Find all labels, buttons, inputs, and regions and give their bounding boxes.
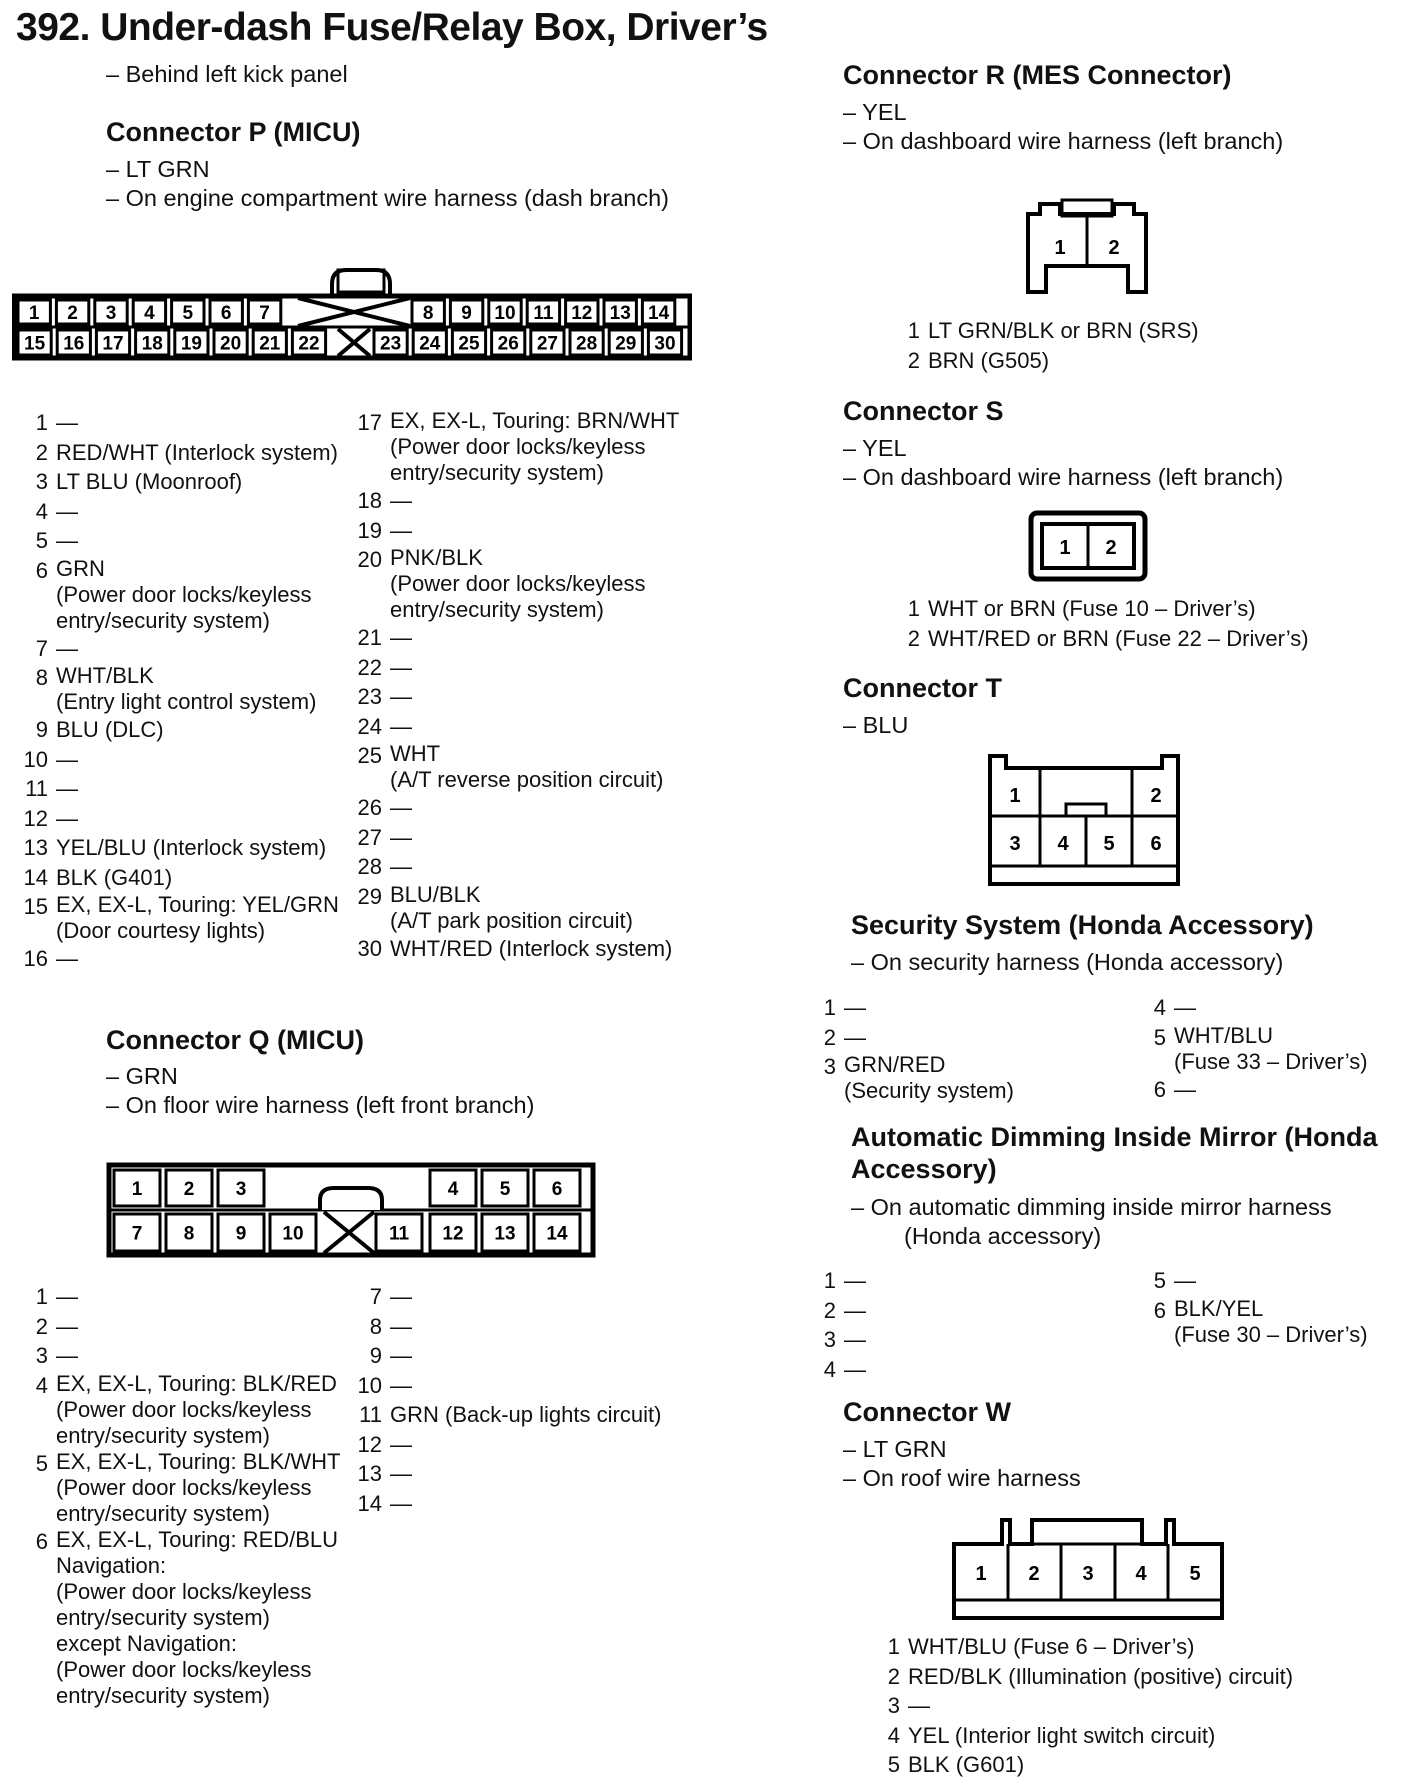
pin-value: — [390,1461,412,1486]
connector-p-cell-28: 28 [576,333,598,355]
pin-value: RED/WHT (Interlock system) [56,439,338,465]
pin-number: 1 [35,1284,48,1309]
security-pins-left [802,993,1014,1104]
connector-p-cell-25: 25 [458,333,480,355]
pin-value: — [56,498,78,524]
pin-row [348,623,679,653]
pin-number: 1 [35,410,48,435]
pin-value: — [390,517,412,543]
pin-row [348,852,679,882]
connector-t-cell-4: 4 [1057,833,1069,855]
pin-number: 11 [359,1402,382,1427]
connector-q-cell-9: 9 [235,1223,247,1245]
pin-row [802,1023,1014,1053]
pin-value: — [844,1268,866,1293]
connector-p-cell-29: 29 [615,333,637,355]
connector-q-color: – GRN [106,1063,178,1089]
connector-p-cell-18: 18 [141,333,163,355]
pin-value: EX, EX-L, Touring: YEL/GRN (Door courtesy lights) [56,892,339,943]
pin-row [14,1371,340,1449]
pin-row [14,715,339,745]
pin-row [348,1489,661,1519]
connector-s-pins [886,594,1309,653]
pin-row [348,793,679,823]
connector-p-pins-right [348,408,679,963]
pin-number: 28 [357,854,382,879]
connector-w-cell-3: 3 [1082,1563,1094,1585]
pin-row [14,556,339,634]
pin-value: — [390,1490,412,1516]
pin-value: WHT/BLU (Fuse 6 – Driver’s) [908,1634,1195,1659]
connector-p-cell-24: 24 [419,333,441,355]
pin-number: 24 [357,713,382,739]
pin-value: — [390,795,412,820]
pin-number: 3 [887,1693,900,1718]
connector-t-color: – BLU [843,712,909,738]
pin-number: 13 [357,1461,382,1486]
pin-value: WHT/BLK (Entry light control system) [56,663,317,714]
pin-value: — [390,713,412,739]
pin-row [14,663,339,715]
pin-row [866,1662,1293,1692]
connector-p-cell-20: 20 [220,333,242,355]
pin-value: — [844,995,866,1020]
pin-number: 5 [887,1752,900,1777]
pin-row [886,624,1309,654]
mirror-harness-line2: (Honda accessory) [904,1223,1102,1249]
pin-value: LT GRN/BLK or BRN (SRS) [928,318,1199,343]
pin-number: 2 [35,1313,48,1339]
pin-value: — [390,625,412,650]
pin-number: 4 [1153,995,1166,1020]
connector-p-cell-27: 27 [536,333,558,355]
pin-value: — [390,1343,412,1368]
pin-number: 5 [35,528,48,553]
pin-row [802,1266,866,1296]
connector-s-diagram [1028,510,1148,582]
connector-r-title: Connector R (MES Connector) [843,60,1232,90]
pin-value: — [390,488,412,513]
pin-row [14,944,339,974]
pin-value: LT BLU (Moonroof) [56,469,243,494]
connector-q-harness: – On floor wire harness (left front branch) [106,1092,535,1118]
pin-value: EX, EX-L, Touring: BLK/RED (Power door locks/keyless entry/security system) [56,1370,337,1448]
pin-value: — [844,1297,866,1323]
pin-row [1132,993,1368,1023]
pin-number: 10 [23,746,48,772]
pin-number: 4 [823,1356,836,1382]
connector-p-cell-26: 26 [497,333,519,355]
pin-row [866,1632,1293,1662]
pin-value: WHT/BLU (Fuse 33 – Driver’s) [1174,1022,1368,1074]
pin-value: — [56,635,78,661]
pin-row [802,1325,866,1355]
pin-row [14,1341,340,1371]
pin-row [14,1449,340,1527]
pin-value: EX, EX-L, Touring: BRN/WHT (Power door locks/keyless entry/security system) [390,408,680,485]
pin-value: — [390,1372,412,1398]
pin-row [348,1459,661,1489]
connector-s-color: – YEL [843,435,907,461]
connector-p-cell-2: 2 [67,303,78,324]
pin-row [866,1721,1293,1751]
pin-row [14,408,339,438]
connector-t-title: Connector T [843,673,1002,703]
connector-p-cell-19: 19 [180,333,202,355]
pin-row [348,545,679,623]
connector-t-cell-6: 6 [1150,833,1162,855]
pin-row [14,833,339,863]
pin-value: GRN (Power door locks/keyless entry/security system) [56,555,312,633]
connector-q-cell-11: 11 [388,1223,410,1245]
connector-p-cell-1: 1 [28,303,40,324]
pin-value: — [1174,1268,1196,1293]
connector-q-title: Connector Q (MICU) [106,1025,364,1055]
connector-p-cell-8: 8 [422,303,434,324]
connector-p-cell-23: 23 [380,333,402,355]
pin-row [802,1355,866,1385]
pin-row [886,594,1309,624]
connector-r-cell-1: 1 [1054,237,1066,259]
pin-number: 14 [23,864,48,890]
pin-value: RED/BLK (Illumination (positive) circuit) [908,1663,1294,1689]
pin-row [348,1371,661,1401]
pin-number: 19 [357,517,382,543]
pin-number: 3 [35,469,48,494]
pin-value: — [56,746,78,772]
pin-number: 6 [35,557,48,583]
pin-row [1132,1023,1368,1075]
mirror-pins-left [802,1266,866,1384]
pin-number: 2 [823,1024,836,1050]
pin-row [14,863,339,893]
pin-number: 15 [23,894,48,919]
pin-number: 1 [887,1634,900,1659]
pin-number: 7 [35,635,48,661]
pin-number: 30 [357,935,382,961]
pin-value: — [56,1284,78,1309]
pin-number: 18 [357,488,382,513]
pin-number: 27 [357,824,382,850]
connector-q-cell-4: 4 [447,1179,459,1200]
pin-row [14,438,339,468]
pin-row [14,634,339,664]
pin-number: 5 [1153,1024,1166,1050]
security-title: Security System (Honda Accessory) [851,910,1314,940]
connector-s-harness: – On dashboard wire harness (left branch) [843,464,1284,490]
connector-q-cell-2: 2 [183,1179,195,1200]
pin-number: 6 [1153,1076,1166,1102]
pin-value: — [390,1431,412,1457]
connector-q-cell-12: 12 [442,1223,464,1245]
connector-q-cell-5: 5 [499,1179,511,1200]
pin-number: 2 [907,625,920,651]
pin-number: 2 [887,1663,900,1689]
connector-p-cell-6: 6 [220,303,232,324]
connector-q-pins-left [14,1282,340,1709]
connector-q-diagram [106,1162,596,1258]
connector-w-cell-1: 1 [975,1563,987,1585]
pin-row [348,682,679,712]
pin-value: — [390,1313,412,1339]
pin-row [348,486,679,516]
pin-number: 5 [1153,1268,1166,1293]
pin-row [1132,1266,1368,1296]
connector-p-pins-left [14,408,339,974]
security-pins-right [1132,993,1368,1104]
connector-p-cell-13: 13 [609,303,631,324]
connector-p-cell-7: 7 [259,303,270,324]
pin-value: YEL (Interior light switch circuit) [908,1722,1216,1748]
connector-r-cell-2: 2 [1108,237,1120,259]
pin-value: WHT or BRN (Fuse 10 – Driver’s) [928,596,1256,621]
connector-p-cell-5: 5 [182,303,194,324]
security-harness: – On security harness (Honda accessory) [851,949,1284,975]
pin-row [14,467,339,497]
pin-value: — [390,854,412,879]
pin-number: 1 [823,995,836,1020]
pin-number: 1 [907,318,920,343]
pin-row [14,892,339,944]
pin-number: 12 [23,805,48,831]
pin-row [802,993,1014,1023]
pin-row [14,1282,340,1312]
pin-number: 3 [823,1054,836,1079]
pin-value: GRN/RED (Security system) [844,1052,1014,1103]
connector-q-cell-7: 7 [131,1223,143,1245]
pin-row [348,516,679,546]
pin-row [348,1341,661,1371]
pin-number: 11 [25,776,48,801]
pin-value: YEL/BLU (Interlock system) [56,835,327,860]
connector-q-cell-6: 6 [551,1179,563,1200]
mirror-title-line2: Accessory) [851,1154,997,1184]
pin-row [1132,1296,1368,1348]
connector-p-cell-12: 12 [571,303,593,324]
connector-q-cell-14: 14 [546,1223,568,1245]
connector-t-cell-5: 5 [1103,833,1115,855]
connector-p-color: – LT GRN [106,156,210,182]
pin-value: — [56,776,78,801]
pin-value: — [390,1284,412,1309]
connector-q-cell-1: 1 [131,1179,143,1200]
connector-t-cell-1: 1 [1009,785,1021,807]
connector-t-cell-3: 3 [1009,833,1021,855]
pin-value: — [390,824,412,850]
mirror-harness-line1: – On automatic dimming inside mirror harness [851,1194,1332,1220]
pin-value: BLU/BLK (A/T park position circuit) [390,881,633,933]
pin-number: 3 [823,1327,836,1352]
pin-value: — [1174,1076,1196,1102]
pin-row [886,316,1199,346]
pin-number: 23 [357,684,382,709]
pin-row [14,497,339,527]
connector-w-pins [866,1632,1293,1780]
pin-value: — [390,654,412,680]
pin-value: — [844,1024,866,1050]
pin-number: 10 [357,1372,382,1398]
pin-value: — [908,1693,930,1718]
pin-number: 12 [357,1431,382,1457]
connector-p-cell-21: 21 [259,333,281,355]
pin-row [348,408,679,486]
connector-w-cell-5: 5 [1189,1563,1201,1585]
pin-row [348,934,679,964]
pin-number: 14 [357,1490,382,1516]
connector-p-cell-30: 30 [654,333,676,355]
pin-value: BRN (G505) [928,347,1050,373]
pin-value: — [56,1313,78,1339]
pin-row [886,346,1199,376]
connector-s-cell-2: 2 [1105,537,1117,559]
connector-r-harness: – On dashboard wire harness (left branch) [843,128,1284,154]
page-title: 392. Under-dash Fuse/Relay Box, Driver’s [16,6,768,49]
connector-w-diagram [950,1512,1226,1622]
pin-value: — [56,805,78,831]
pin-row [866,1691,1293,1721]
pin-number: 3 [35,1343,48,1368]
pin-number: 2 [823,1297,836,1323]
pin-row [14,745,339,775]
pin-number: 21 [357,625,382,650]
pin-row [14,774,339,804]
pin-value: PNK/BLK (Power door locks/keyless entry/security system) [390,545,646,622]
pin-number: 26 [357,795,382,820]
connector-w-harness: – On roof wire harness [843,1465,1081,1491]
pin-value: BLU (DLC) [56,717,164,742]
connector-w-cell-4: 4 [1135,1563,1147,1585]
pin-value: — [56,528,78,553]
pin-value: — [844,1356,866,1382]
connector-r-diagram [1024,196,1150,296]
connector-q-cell-10: 10 [282,1223,304,1245]
pin-row [1132,1075,1368,1105]
connector-q-cell-13: 13 [494,1223,516,1245]
connector-p-cell-15: 15 [24,333,46,355]
mirror-title-line1: Automatic Dimming Inside Mirror (Honda [851,1122,1378,1152]
connector-q-cell-3: 3 [235,1179,247,1200]
pin-number: 6 [1153,1297,1166,1323]
connector-q-cell-8: 8 [183,1223,195,1245]
pin-row [348,823,679,853]
connector-p-cell-22: 22 [298,333,320,355]
pin-number: 7 [369,1284,382,1309]
pin-row [348,653,679,683]
connector-p-cell-11: 11 [533,303,554,324]
pin-row [802,1296,866,1326]
pin-value: — [56,410,78,435]
location-note: – Behind left kick panel [106,61,348,87]
pin-row [866,1750,1293,1780]
pin-number: 4 [887,1722,900,1748]
connector-p-diagram [12,258,692,362]
connector-p-cell-16: 16 [63,333,85,355]
pin-value: WHT/RED or BRN (Fuse 22 – Driver’s) [928,625,1309,651]
pin-number: 16 [23,946,48,971]
pin-value: — [390,684,412,709]
pin-number: 20 [357,547,382,572]
pin-row [348,1312,661,1342]
connector-p-title: Connector P (MICU) [106,117,361,147]
connector-r-color: – YEL [843,99,907,125]
connector-w-title: Connector W [843,1397,1011,1427]
pin-value: EX, EX-L, Touring: RED/BLU Navigation: (Power door locks/keyless entry/security system) except Navigation: (Power door locks/keyless entry/security system) [56,1526,339,1708]
pin-value: — [56,1343,78,1368]
pin-value: — [1174,995,1196,1020]
mirror-pins-right [1132,1266,1368,1348]
connector-w-cell-2: 2 [1028,1563,1040,1585]
pin-number: 5 [35,1450,48,1476]
connector-r-pins [886,316,1199,375]
pin-row [348,1400,661,1430]
pin-value: WHT (A/T reverse position circuit) [390,741,664,792]
pin-value: BLK/YEL (Fuse 30 – Driver’s) [1174,1295,1368,1347]
connector-s-cell-1: 1 [1059,537,1071,559]
pin-number: 1 [907,596,920,621]
connector-t-diagram [986,752,1190,888]
pin-number: 4 [35,498,48,524]
pin-number: 17 [357,410,382,435]
pin-number: 13 [23,835,48,860]
pin-row [14,804,339,834]
pin-value: — [844,1327,866,1352]
pin-row [14,1312,340,1342]
pin-row [348,882,679,934]
pin-value: GRN (Back-up lights circuit) [390,1402,662,1427]
pin-row [348,1282,661,1312]
pin-number: 6 [35,1528,48,1554]
pin-number: 9 [369,1343,382,1368]
pin-number: 2 [907,347,920,373]
pin-number: 2 [35,439,48,465]
pin-row [348,1430,661,1460]
connector-p-cell-10: 10 [494,303,516,324]
pin-value: BLK (G401) [56,864,173,890]
pin-row [802,1052,1014,1104]
connector-p-cell-4: 4 [144,303,155,324]
pin-number: 8 [369,1313,382,1339]
connector-s-title: Connector S [843,396,1004,426]
pin-number: 22 [357,654,382,680]
pin-value: BLK (G601) [908,1752,1025,1777]
connector-p-cell-17: 17 [102,333,124,355]
pin-number: 8 [35,665,48,690]
pin-row [348,741,679,793]
connector-w-color: – LT GRN [843,1436,947,1462]
pin-number: 29 [357,883,382,909]
pin-value: EX, EX-L, Touring: BLK/WHT (Power door locks/keyless entry/security system) [56,1448,341,1526]
pin-number: 9 [35,717,48,742]
pin-value: — [56,946,78,971]
pin-number: 25 [357,743,382,768]
connector-t-cell-2: 2 [1150,785,1162,807]
pin-row [14,526,339,556]
connector-p-cell-3: 3 [105,303,117,324]
pin-number: 1 [823,1268,836,1293]
connector-q-pins-right [348,1282,661,1518]
pin-value: WHT/RED (Interlock system) [390,935,673,961]
pin-number: 4 [35,1372,48,1398]
connector-p-cell-9: 9 [461,303,472,324]
pin-row [14,1527,340,1709]
pin-row [348,712,679,742]
connector-p-cell-14: 14 [648,303,670,324]
connector-p-harness: – On engine compartment wire harness (dash branch) [106,185,669,211]
